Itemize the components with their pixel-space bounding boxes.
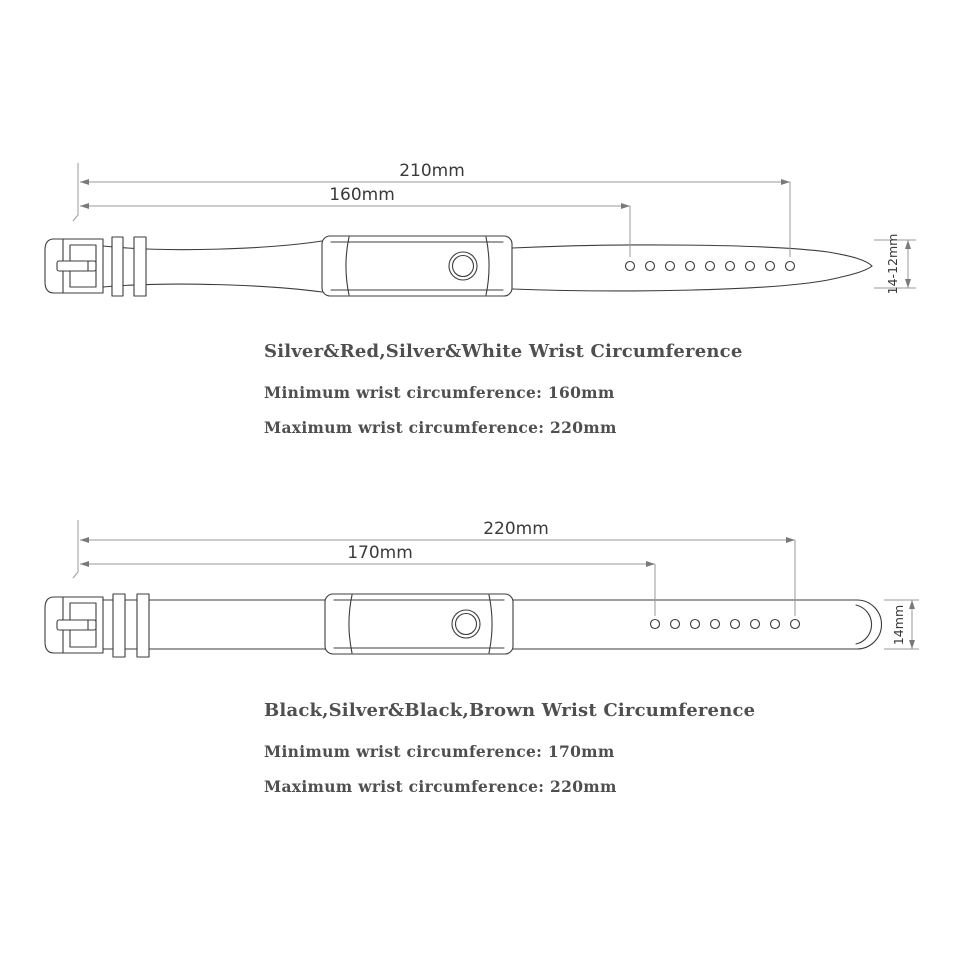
strap-hole [771,620,780,629]
keeper-loop-first [112,237,123,296]
dim-arrow [80,537,89,543]
strap-drawing-bottom [45,594,882,657]
module-body [322,236,512,296]
strap-hole [706,262,715,271]
dim-label-min-top: 160mm [329,185,395,205]
module-body [325,594,513,654]
caption-block-bottom [264,700,755,812]
dim-arrow [905,279,911,288]
dim-arrow [80,561,89,567]
dim-label-overall-bottom: 220mm [483,519,549,539]
strap-hole [746,262,755,271]
dim-arrow [781,179,790,185]
strap-hole [726,262,735,271]
strap-hole [691,620,700,629]
figure-top [45,161,916,296]
keeper-loop-second [137,594,149,657]
dim-arrow [621,203,630,209]
strap-hole [686,262,695,271]
strap-hole [646,262,655,271]
caption-max-top: Maximum wrist circumference: 220mm [264,418,617,437]
strap-hole [731,620,740,629]
dim-arrow [909,600,915,609]
caption-max-bottom: Maximum wrist circumference: 220mm [264,777,617,796]
strap-hole [711,620,720,629]
strap-hole [626,262,635,271]
buckle-prong [57,620,96,630]
figure-bottom [45,519,919,657]
dim-label-width-bottom: 14mm [891,604,906,646]
strap-drawing-top [45,236,872,296]
caption-min-top: Minimum wrist circumference: 160mm [264,383,615,402]
strap-holes-top [626,262,795,271]
caption-min-bottom: Minimum wrist circumference: 170mm [264,742,615,761]
strap-hole [751,620,760,629]
strap-right-top-edge [512,245,872,266]
keeper-loop-second [134,237,146,296]
caption-block-top [264,341,743,453]
buckle-prong [57,261,96,271]
strap-hole [766,262,775,271]
dim-label-min-bottom: 170mm [347,543,413,563]
dim-arrow [80,179,89,185]
caption-title-bottom: Black,Silver&Black,Brown Wrist Circumference [264,700,756,721]
dim-label-width-top: 14-12mm [885,233,900,295]
dim-arrow [80,203,89,209]
strap-hole [786,262,795,271]
dim-arrow [909,640,915,649]
strap-end-inner-arc [856,605,872,644]
strap-hole [671,620,680,629]
extension-line-left [73,520,78,578]
dim-arrow [786,537,795,543]
dim-arrow [646,561,655,567]
strap-holes-bottom [651,620,800,629]
keeper-loop-first [113,594,125,657]
dim-label-overall-top: 210mm [399,161,465,181]
strap-hole [651,620,660,629]
strap-hole [791,620,800,629]
caption-title-top: Silver&Red,Silver&White Wrist Circumference [264,341,743,362]
dim-arrow [905,240,911,249]
strap-hole [666,262,675,271]
extension-line-left [73,163,78,221]
